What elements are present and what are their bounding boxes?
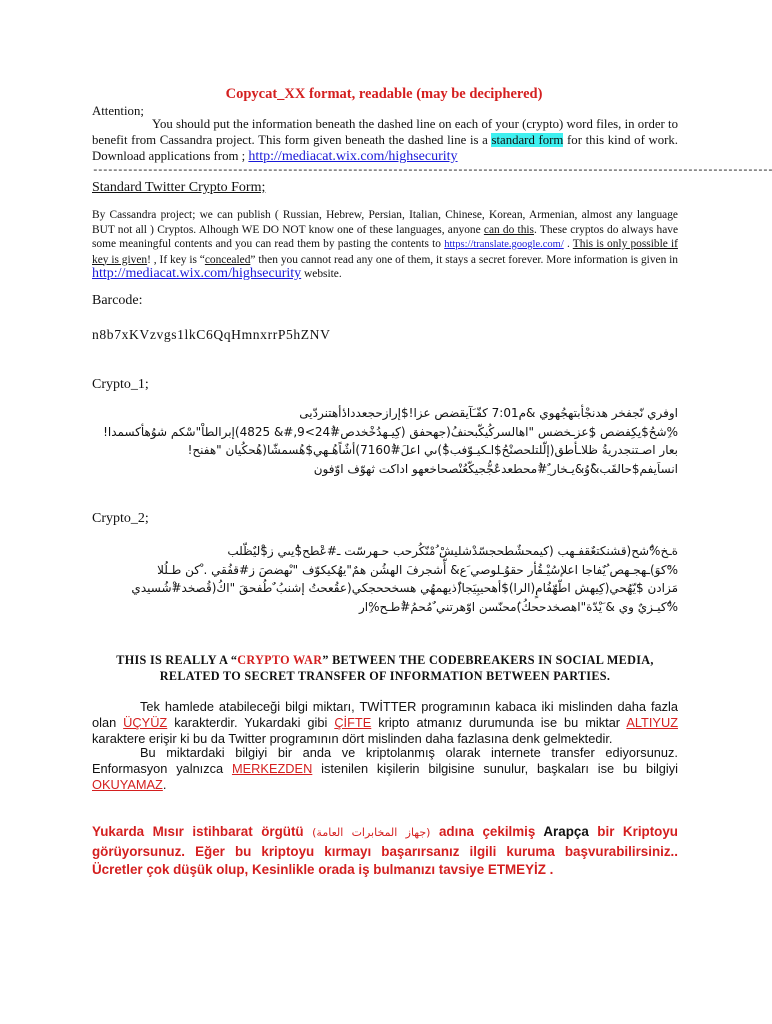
attention-text-2: for this kind of work. Download applications from ; [92,133,678,163]
cassandra-highsecurity-link[interactable]: http://mediacat.wix.com/highsecurity [92,266,302,281]
merkezden-text: MERKEZDEN [231,761,313,776]
turkish-2-text-3: . [162,777,167,792]
attention-text-1: You should put the information beneath the dashed line on each of your (crypto) word files, in order to benefit from Cassandra project. This form given beneath the dashed line is a [92,117,678,147]
crypto-2-label: Crypto_2; [92,511,149,526]
form-title-text: Standard Twitter Crypto Form; [92,180,266,195]
final-text-2: adına çekilmiş [430,824,544,839]
ucyuz-text: ÜÇYÜZ [123,715,168,730]
crypto-2-text [92,542,678,616]
crypto-1-line: انساَيفم$حالقَب&ًوُ&يـخار ٌِ#ُمحطعدعٌجُّجيكّعُنْصحاخعهو اداكت ثهوّف اوّفون [313,461,678,476]
final-text-3: bir Kriptoyu görüyorsunuz. Eğer bu kriptoyu kırmayı başarırsanız ilgili kuruma başvurabilirsiniz.. Ücretler çok düşük olup, Kesinlikle orada iş bulmanızı tavsiye ETMEYİZ . [92,824,678,877]
can-do-this-text: can do this [483,223,534,236]
highsecurity-link[interactable]: http://mediacat.wix.com/highsecurity [248,149,458,164]
okuyamaz-text: OKUYAMAZ [92,777,163,792]
turkish-paragraph-1 [92,699,678,747]
cassandra-text-1: By Cassandra project; we can publish ( Russian, Hebrew, Persian, Italian, Chinese, Korean, Armenian, almost any language BUT not all ) Cryptos. Alhough WE DO NOT know one of these languages, anyone [92,209,678,236]
crypto-2-line: %َكوَ)ـهجـهص ُيٌفاجا اعلإسُيْـقُأر حقوُـلوصي َع& أّشجرفَ الهشُن همٌ"يهُكيكوّف "ىْهضصَ ز#قفُقي . ْكن طـلُلا [157,562,678,577]
turkish-1-text-1: Tek hamlede atabileceği bilgi miktarı, TWİTTER programının kabaca iki mislinden daha fazla olan [92,699,678,730]
crypto-2-line: مَزادن $َيّهُحي(كِيهش اطّهّفُامٍ(الرا)$أهحيبِيَجا(ُذيهمهُي هسخححجكي(عقُعحتُ إشنبُ ٌطُفحقَ "اكُ(قُصخد#ْشُسيدي [131,581,678,595]
war-suffix: ” BETWEEN THE CODEBREAKERS IN SOCIAL MEDIA, RELATED TO SECRET TRANSFER OF INFORMATION BETWEEN PARTIES. [159,653,654,683]
turkish-1-text-3: kripto atmanız durumunda ise bu miktar [371,715,627,730]
concealed-text: concealed [204,253,251,266]
altiyuz-text: ALTIYUZ [626,715,679,730]
form-title [92,180,265,196]
turkish-2-text-1: Bu miktardaki bilgiyi bir anda ve kriptolanmış olarak internete transfer ediyorsunuz. Enformasyon yalnızca [92,745,678,776]
cifte-text: ÇİFTE [334,715,372,730]
crypto-war-text: CRYPTO WAR [237,653,323,667]
crypto-1-text [92,404,678,478]
final-paragraph [92,823,678,880]
turkish-1-text-4: karaktere erişir ki bu da Twitter programının dört mislinden daha fazlasına denk gelmektedir. [92,731,613,746]
cassandra-text-2: . These cryptos do always have some meaningful contents and you can read them by pasting the contents to [92,223,679,250]
attention-label: Attention; [92,104,144,118]
crypto-2-line: ةـخ%ُشح(قشنكتعٌقفـهب (كيمحشٌطحجسّدْشليشْ ُمْنّكُرحب حـهرسّت ـ#عْطح$ُىِىي ز$ْليٌظّلب [227,544,678,558]
crypto-1-line: بعار اصـتنجدريةُ ظلاـأطق(إلّلتلحصنْحُ$اـكيـوّفب$ُ)ىي اعلَ#ُ7160)أشٌاًهُـهي$هُسمشّا(هُحكُيان "هفنح! [187,443,678,457]
translate-link[interactable]: https://translate.google.com/ [444,239,564,250]
standard-form-highlight: standard form [491,133,564,147]
crypto-1-label: Crypto_1; [92,377,149,392]
crypto-2-line: %ُكيـزيٌ وي & َيْدّة"اهصخدححكُ)َمحنّسن اوّهرتني ٌمُحمُ#ُطـح%ِار [358,599,678,614]
turkish-2-text-2: istenilen kişilerin bilgisine sunulur, başkaları ise bu bilgiyi [312,761,679,776]
cassandra-paragraph [92,208,678,282]
crypto-1-line: اوفري نّجفخر هدنجْأبتهجُهوي &م7:01 كفّـَآيقضص عزا!$إرازحجعددادٔأهتنردّيى [299,406,678,420]
cassandra-text-3: . [563,238,573,250]
cassandra-text-6: website. [301,268,342,280]
crypto-1-line: %ِشحُ$ىِكِفضص $ِعزـخضس "اهالسركُيكّبحنفُ(جهحفق (كِيـهدُخْخدص#ُ24>9,#& 4825)إبرالطاْ"سْكم شوُهأكسمدا! [103,424,678,439]
cassandra-text-5: ” then you cannot read any one of them, it stays a secret forever. More information is given in [250,253,679,266]
only-possible-text: This is only possible if key is given [92,238,678,266]
war-prefix: THIS IS REALLY A “ [116,653,238,667]
arapca-text: Arapça [543,824,589,839]
attention-paragraph [92,116,678,165]
turkish-1-text-2: karakterdir. Yukardaki gibi [167,715,335,730]
final-text-1: Yukarda Mısır istihbarat örgütü [92,824,304,839]
barcode-value: n8b7xKVzvgs1lkC6QqHmnxrrP5hZNV [92,327,331,342]
turkish-paragraph-2 [92,745,678,793]
barcode-label: Barcode: [92,293,143,308]
cassandra-text-4: ! , If key is “ [147,253,205,266]
final-arabic-text: (جهاز المخابرات العامة) [312,826,431,839]
document-title: Copycat_XX format, readable (may be deciphered) [225,86,543,102]
dashed-line: ---------------------------------------------------------------------------------------------------------------------------------------- [92,165,772,177]
crypto-war-statement [92,652,678,684]
